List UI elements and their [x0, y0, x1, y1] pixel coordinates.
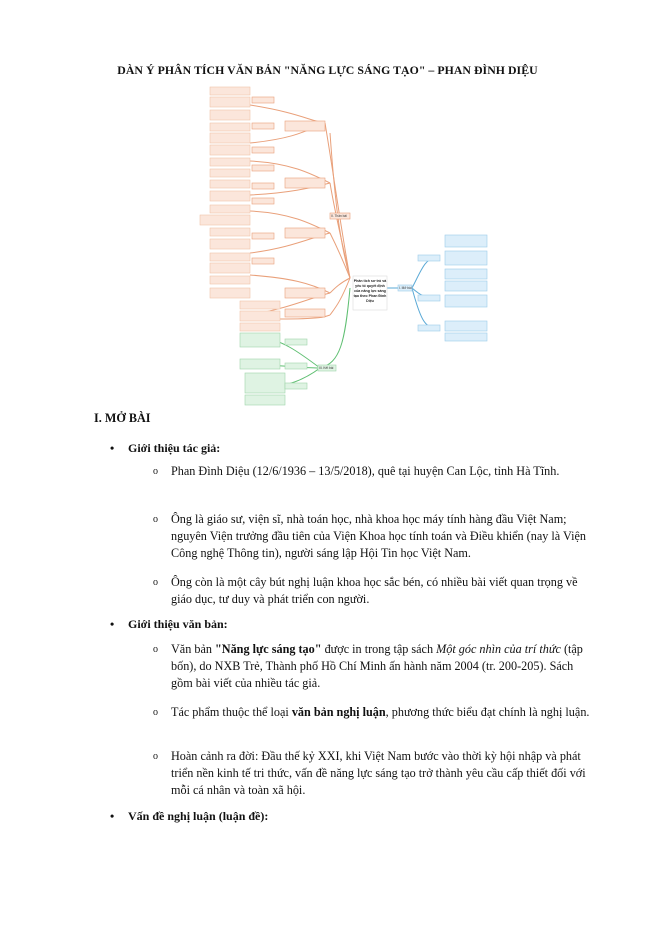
mindmap-center-line: của năng lực sáng [354, 289, 386, 293]
mindmap-branch-intro: I. Mở bài [399, 286, 412, 290]
circle-bullet-icon: o [153, 514, 158, 525]
circle-bullet-icon: o [153, 707, 158, 718]
text-info-1: Văn bản "Năng lực sáng tạo" được in trong tập sách Một góc nhìn của trí thức (tập bốn), do NXB Trẻ, Thành phố Hồ Chí Minh ấn hành năm 2004 (tr. 200-205). Sách gồm bài viết của nhiều tác giả. [171, 642, 583, 690]
heading-issue: Vấn đề nghị luận (luận đề): [128, 809, 269, 823]
page-title: DÀN Ý PHÂN TÍCH VĂN BẢN "NĂNG LỰC SÁNG TẠO" – PHAN ĐÌNH DIỆU [117, 63, 538, 77]
bullet-icon: • [110, 441, 115, 455]
mindmap-branch-main: II. Thân bài [331, 214, 347, 218]
mindmap-center-line: Diệu [366, 299, 374, 303]
list-item [153, 641, 593, 692]
heading-text: Giới thiệu văn bản: [128, 617, 228, 631]
mindmap-branch-end: III. Kết bài [319, 366, 334, 370]
section-heading: I. MỞ BÀI [94, 411, 151, 425]
bullet-text [110, 617, 228, 632]
mindmap-center-line: yếu tố quyết định [355, 284, 385, 288]
circle-bullet-icon: o [153, 577, 158, 588]
list-item [153, 511, 593, 562]
list-item [153, 704, 593, 721]
author-info-2: Ông là giáo sư, viện sĩ, nhà toán học, nhà khoa học máy tính hàng đầu Việt Nam; nguyên Viện trưởng đầu tiên của Viện Khoa học tính toán và Điều khiển (nay là Viện Công nghệ Thông tin), người sáng lập Hội Tin học Việt Nam. [171, 512, 586, 560]
bullet-issue [110, 809, 268, 824]
circle-bullet-icon: o [153, 751, 158, 762]
mindmap-center-line: Phân tích sơ trò và [353, 279, 387, 283]
circle-bullet-icon: o [153, 644, 158, 655]
list-item [153, 463, 593, 480]
text-info-3: Hoàn cảnh ra đời: Đầu thế kỷ XXI, khi Việt Nam bước vào thời kỳ hội nhập và phát triển nền kinh tế tri thức, vấn đề năng lực sáng tạo trở thành yêu cầu cấp thiết đối với mỗi cá nhân và toàn xã hội. [171, 749, 586, 797]
heading-author: Giới thiệu tác giả: [128, 441, 221, 455]
bullet-icon: • [110, 809, 115, 823]
circle-bullet-icon: o [153, 466, 158, 477]
bullet-author [110, 441, 220, 456]
bullet-icon: • [110, 617, 115, 631]
list-item [153, 748, 593, 799]
mindmap-diagram [190, 83, 500, 408]
text-info-2: Tác phẩm thuộc thể loại văn bản nghị luận, phương thức biểu đạt chính là nghị luận. [171, 705, 590, 719]
list-item [153, 574, 593, 608]
author-info-3: Ông còn là một cây bút nghị luận khoa học sắc bén, có nhiều bài viết quan trọng về giáo dục, tư duy và phát triển con người. [171, 575, 578, 606]
mindmap-center-line: tạo theo Phan Đình [353, 294, 387, 298]
author-info-1: Phan Đình Diệu (12/6/1936 – 13/5/2018), quê tại huyện Can Lộc, tỉnh Hà Tĩnh. [171, 464, 560, 478]
